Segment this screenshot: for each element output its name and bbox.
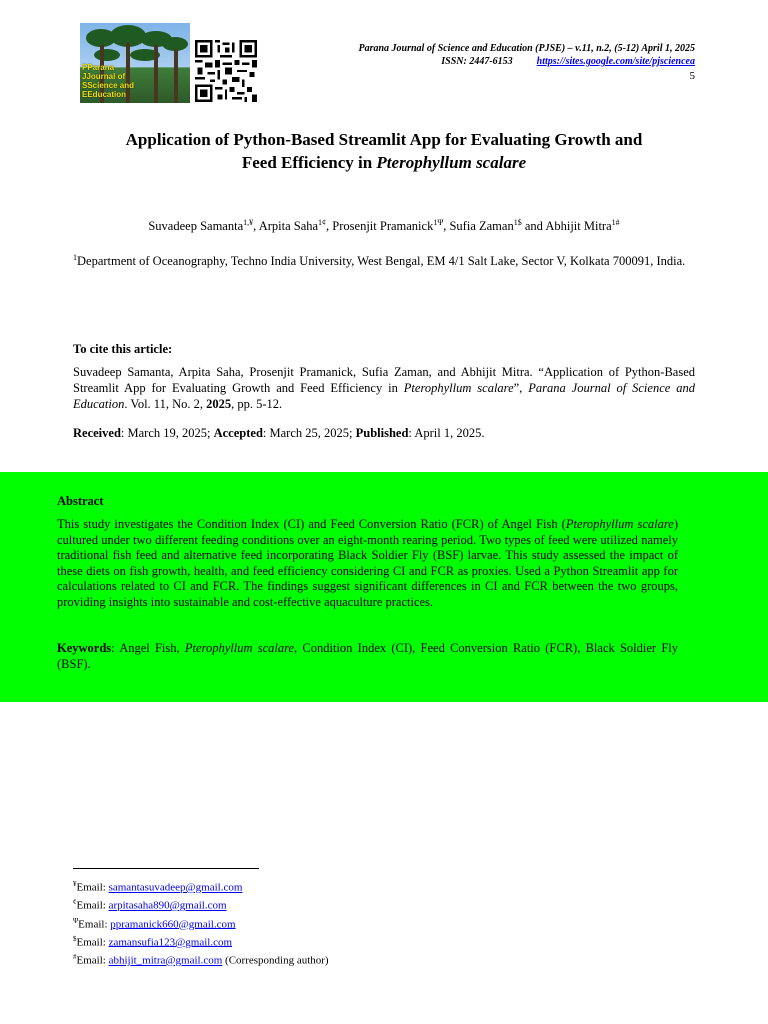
logo-letter-s: S (82, 81, 88, 90)
logo-letter-j: J (82, 72, 87, 81)
affiliation-text: Department of Oceanography, Techno India University, West Bengal, EM 4/1 Salt Lake, Sector V, Kolkata 700091, India. (77, 254, 686, 269)
journal-url-link[interactable]: https://sites.google.com/site/pjsciencea (536, 56, 695, 67)
keywords-species: Pterophyllum scalare, (184, 641, 298, 655)
received-date: : March 19, 2025; (120, 426, 214, 440)
title-line-2: Feed Efficiency in (241, 153, 377, 172)
citation-part: ”, (513, 381, 529, 395)
logo-letter-e: E (82, 90, 88, 99)
footnote-item (73, 895, 329, 913)
logo-word-2: Journal of (86, 72, 126, 81)
published-label: Published (355, 426, 409, 440)
author-name: Sufia Zaman (449, 219, 514, 234)
keywords-label: Keywords (57, 641, 112, 655)
journal-citation-header: Parana Journal of Science and Education (PJSE) – v.11, n.2, (5-12) April 1, 2025 (358, 43, 695, 54)
page-number: 5 (689, 70, 695, 82)
email-link[interactable]: arpitasaha890@gmail.com (108, 899, 227, 912)
title-line-1: Application of Python-Based Streamlit App for Evaluating Growth and (125, 130, 643, 149)
email-link[interactable]: abhijit_mitra@gmail.com (108, 954, 223, 967)
footnote-symbol: Ψ (73, 916, 79, 925)
footnote-symbol: ¢ (73, 898, 77, 907)
keywords-part: Condition Index (CI), Feed Conversion Ratio (FCR), Black Soldier Fly (BSF). (57, 641, 678, 671)
email-link[interactable]: samantasuvadeep@gmail.com (108, 881, 243, 894)
author-sup: 1¢ (318, 218, 327, 227)
abstract-part: ) cultured under two different feeding conditions over an eight-month rearing period. Two types of feed were utilized namely traditional fish feed and alternative feed incorporating Black Soldier Fly (BSF) larvae. This study assessed the impact of these diets on fish growth, health, and feed efficiency considering CI and FCR as proxies. Used a Python Streamlit app for calculations related to CI and FCR. The findings suggest significant differences in CI and FCR between the two groups, providing insights into sustainable and cost-effective aquaculture practices. (57, 517, 678, 609)
citation-text (73, 364, 695, 412)
author-list (0, 218, 768, 234)
article-title (60, 128, 708, 174)
received-label: Received (73, 426, 121, 440)
author-sep: , (326, 219, 333, 234)
footnote-note: (Corresponding author) (222, 954, 329, 967)
email-link[interactable]: zamansufia123@gmail.com (108, 936, 233, 949)
author-sup: 1$ (513, 218, 522, 227)
affiliation-sup: 1 (73, 253, 77, 262)
title-species: Pterophyllum scalare (376, 153, 527, 172)
email-link[interactable]: ppramanick660@gmail.com (110, 918, 236, 931)
qr-code-icon (195, 40, 257, 102)
citation-journal: Parana Journal of Science and Education (73, 381, 695, 411)
abstract-species: Pterophyllum scalare (565, 517, 674, 531)
issn-line (441, 56, 695, 67)
footnote-symbol: ¥ (73, 880, 77, 888)
author-sup: 1# (611, 218, 620, 227)
author-name: Prosenjit Pramanick (332, 219, 434, 234)
accepted-date: : March 25, 2025; (262, 426, 356, 440)
footnote-symbol: $ (73, 934, 77, 943)
abstract-heading: Abstract (57, 494, 104, 508)
affiliation (73, 248, 695, 271)
abstract-text (57, 517, 678, 610)
author-sup: 1Ψ (433, 218, 444, 227)
abstract-part: This study investigates the Condition Index (CI) and Feed Conversion Ratio (FCR) of Angel Fish ( (57, 517, 566, 531)
author-name: Arpita Saha (258, 219, 319, 234)
footnote-symbol: # (73, 953, 77, 961)
footnote-item (73, 914, 329, 932)
author-sep: and (521, 219, 546, 234)
citation-part: , pp. 5-12. (231, 397, 283, 411)
footnote-label: Email: (76, 954, 109, 967)
logo-word-3: Science and (87, 81, 135, 90)
citation-part: . Vol. 11, No. 2, (124, 397, 207, 411)
citation-species: Pterophyllum scalare (403, 381, 514, 395)
author-sep: , (443, 219, 450, 234)
footnote-item (73, 950, 329, 968)
citation-part: Suvadeep Samanta, Arpita Saha, Prosenjit Pramanick, Sufia Zaman, and Abhijit Mitra. “Application of Python-Based Streamlit App for Evaluating Growth and Feed Efficiency in (73, 365, 695, 395)
publication-dates (73, 426, 484, 441)
footnote-divider (73, 868, 259, 869)
footnote-item (73, 877, 329, 895)
issn: ISSN: 2447-6153 (441, 56, 513, 67)
footnote-label: Email: (78, 918, 111, 931)
footnotes (73, 877, 329, 968)
accepted-label: Accepted (213, 426, 263, 440)
author-sup: 1,¥ (243, 218, 254, 227)
citation-year: 2025 (206, 397, 232, 411)
journal-logo (80, 23, 190, 103)
logo-letter-p: P (82, 63, 88, 72)
author-name: Suvadeep Samanta (148, 219, 244, 234)
footnote-label: Email: (76, 936, 109, 949)
logo-word-1: Parana (87, 63, 115, 72)
keywords (57, 641, 678, 672)
author-sep: , (253, 219, 259, 234)
logo-word-4: Education (87, 90, 127, 99)
keywords-part: : Angel Fish, (111, 641, 185, 655)
footnote-item (73, 932, 329, 950)
published-date: : April 1, 2025. (408, 426, 485, 440)
footnote-label: Email: (76, 899, 109, 912)
footnote-label: Email: (76, 881, 109, 894)
author-name: Abhijit Mitra (545, 219, 612, 234)
citation-heading: To cite this article: (73, 342, 173, 356)
